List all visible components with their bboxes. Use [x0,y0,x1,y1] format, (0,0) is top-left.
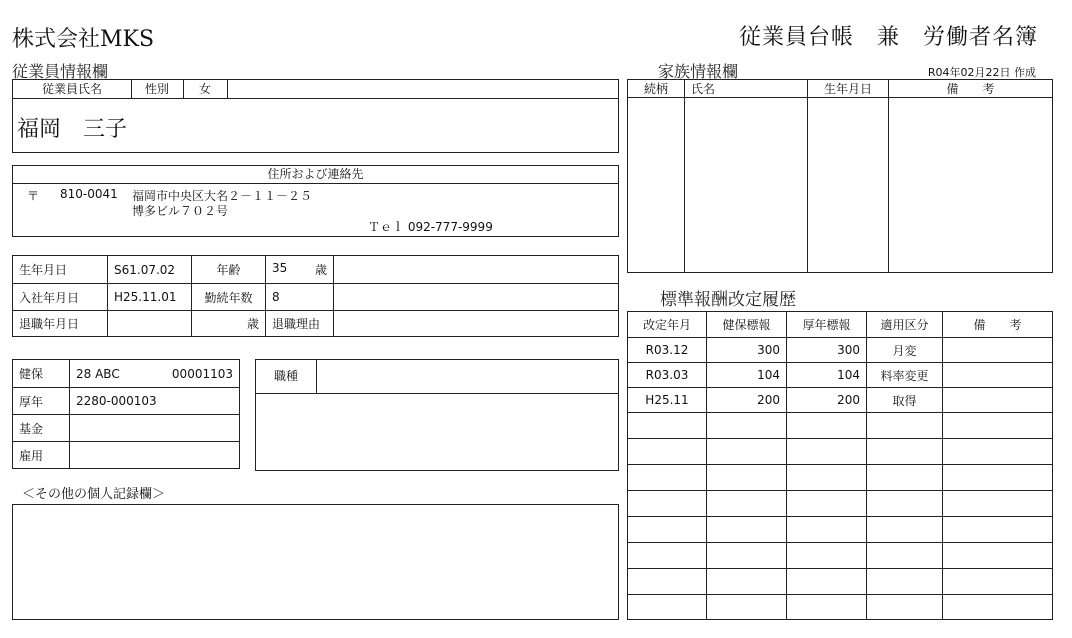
revision-date: R03.03 [628,363,707,388]
family-header-name: 氏名 [685,80,808,98]
table-row [628,517,1053,543]
table-row [628,491,1053,517]
revision-pension: 104 [787,363,867,388]
revision-pension: 200 [787,388,867,413]
employment-label: 雇用 [13,442,70,469]
revision-header-row [628,312,1053,338]
age-value: 35 [272,261,288,275]
employee-name: 福岡 三子 [17,117,128,142]
fund-label: 基金 [13,415,70,442]
address-block [12,165,619,237]
revision-header-health: 健保標報 [707,312,787,338]
health-code: 28 ABC [76,366,120,381]
revision-type: 月変 [867,338,943,363]
pension-label: 厚年 [13,388,70,415]
other-records-box [12,504,619,620]
table-row [628,439,1053,465]
revision-header-note: 備 考 [943,312,1053,338]
table-row [628,543,1053,569]
fund-row [13,415,240,442]
health-label: 健保 [13,360,70,388]
pension-row [13,388,240,415]
retire-age-unit: 歳 [192,311,266,337]
years-value: 8 [266,284,334,311]
table-row [628,388,1053,413]
revision-health: 200 [707,388,787,413]
address-line2: 博多ビル７０２号 [132,204,229,218]
revision-note [943,338,1053,363]
hire-row [13,284,619,311]
created-date: R04年02月22日 作成 [927,66,1036,79]
job-header-row [256,360,618,394]
revision-header-pension: 厚年標報 [787,312,867,338]
table-row [628,595,1053,620]
birth-row [13,256,619,284]
age-label: 年齢 [192,256,266,284]
telephone: Ｔｅｌ 092-777-9999 [368,220,493,234]
revision-health: 104 [707,363,787,388]
hire-value: H25.11.01 [108,284,192,311]
table-row [628,338,1053,363]
revision-type: 料率変更 [867,363,943,388]
revision-table [627,311,1053,620]
family-section-title: 家族情報欄 [658,62,739,81]
table-row [628,363,1053,388]
revision-header-date: 改定年月 [628,312,707,338]
retire-reason-label: 退職理由 [266,311,334,337]
family-table [627,79,1053,273]
birth-label: 生年月日 [13,256,108,284]
name-label: 従業員氏名 [13,80,132,98]
family-body-row [628,98,1053,273]
revision-date: H25.11 [628,388,707,413]
family-header-birth: 生年月日 [808,80,889,98]
health-row [13,360,240,388]
family-header-relation: 続柄 [628,80,685,98]
revision-type: 取得 [867,388,943,413]
employee-name-block [12,79,619,153]
other-records-title: ＜その他の個人記録欄＞ [22,487,166,502]
retire-row [13,311,619,337]
health-cell [70,360,240,388]
hire-label: 入社年月日 [13,284,108,311]
age-unit: 歳 [314,263,327,277]
company-name: 株式会社MKS [12,27,155,52]
job-label: 職種 [256,360,317,393]
gender-value: 女 [183,80,228,98]
health-number: 00001103 [171,366,233,381]
table-row [628,569,1053,595]
revision-note [943,363,1053,388]
insurance-table [12,359,240,469]
job-block [255,359,619,471]
pension-value: 2280-000103 [70,388,240,415]
employee-section-title: 従業員情報欄 [12,62,109,81]
age-cell [266,256,334,284]
family-header-note: 備 考 [889,80,1053,98]
revision-section-title: 標準報酬改定履歴 [660,290,796,310]
revision-header-type: 適用区分 [867,312,943,338]
years-label: 勤続年数 [192,284,266,311]
revision-date: R03.12 [628,338,707,363]
gender-label: 性別 [131,80,184,98]
retire-label: 退職年月日 [13,311,108,337]
table-row [628,413,1053,439]
address-header: 住所および連絡先 [13,166,618,184]
revision-health: 300 [707,338,787,363]
table-row [628,465,1053,491]
postal-code: 810-0041 [60,187,118,201]
family-header-row [628,80,1053,98]
address-line1: 福岡市中央区大名２－１１－２５ [132,189,313,203]
document-title: 従業員台帳 兼 労働者名簿 [738,25,1038,50]
dates-table [12,255,619,337]
name-header-row [13,80,618,99]
revision-pension: 300 [787,338,867,363]
revision-note [943,388,1053,413]
postal-mark: 〒 [27,189,40,203]
employment-row [13,442,240,469]
birth-value: S61.07.02 [108,256,192,284]
